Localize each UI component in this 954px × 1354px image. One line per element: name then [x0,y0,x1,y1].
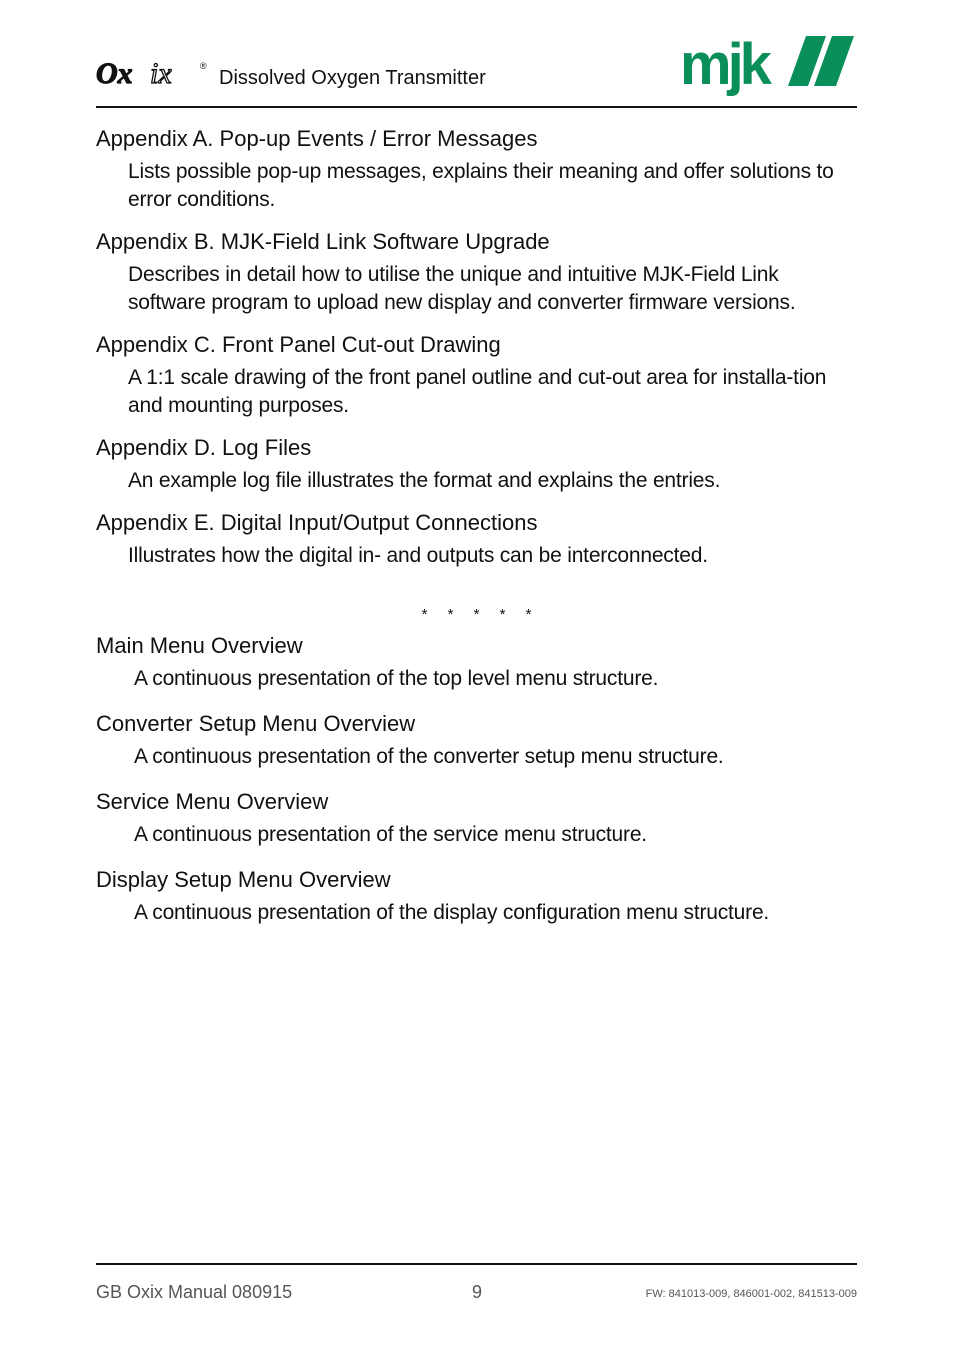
converter-setup-overview-description: A continuous presentation of the converter setup menu structure. [134,745,724,768]
page-content [96,124,857,927]
display-setup-overview [96,865,857,927]
firmware-versions: FW: 841013-009, 846001-002, 841513-009 [645,1288,857,1300]
overview-list [96,631,857,927]
appendix-e-heading: Appendix E. Digital Input/Output Connections [96,510,538,535]
appendix-b [96,227,857,317]
appendix-c [96,330,857,420]
main-menu-overview [96,631,857,693]
appendix-e-description: Illustrates how the digital in- and outputs can be interconnected. [128,544,708,567]
appendix-a [96,124,857,214]
service-menu-overview [96,787,857,849]
appendix-d [96,433,857,495]
appendix-d-heading: Appendix D. Log Files [96,435,312,460]
appendix-list [96,124,857,570]
service-menu-overview-description: A continuous presentation of the service menu structure. [134,823,647,846]
page-footer [96,1263,857,1302]
converter-setup-overview-heading: Converter Setup Menu Overview [96,711,416,736]
appendix-b-description: Describes in detail how to utilise the unique and intuitive MJK-Field Link software program to upload new display and converter firmware versions. [128,263,796,314]
oxix-logo [96,60,212,94]
appendix-a-description: Lists possible pop-up messages, explains their meaning and offer solutions to error conditions. [128,160,834,211]
appendix-b-heading: Appendix B. MJK-Field Link Software Upgrade [96,229,550,254]
mjk-logo [680,32,857,102]
converter-setup-overview [96,709,857,771]
appendix-d-description: An example log file illustrates the format and explains the entries. [128,469,721,492]
page-header [96,30,857,108]
svg-text:mjk: mjk [680,32,768,97]
product-title: Dissolved Oxygen Transmitter [219,67,486,89]
appendix-c-heading: Appendix C. Front Panel Cut-out Drawing [96,332,501,357]
display-setup-overview-description: A continuous presentation of the display configuration menu structure. [134,901,770,924]
main-menu-overview-description: A continuous presentation of the top level menu structure. [134,667,659,690]
page-number: 9 [472,1282,483,1302]
service-menu-overview-heading: Service Menu Overview [96,789,329,814]
appendix-e [96,508,857,570]
section-separator: * * * * * [421,606,540,623]
svg-text:®: ® [200,61,207,71]
appendix-c-description: A 1:1 scale drawing of the front panel outline and cut-out area for installa-tion and mounting purposes. [128,366,827,417]
display-setup-overview-heading: Display Setup Menu Overview [96,867,391,892]
document-id: GB Oxix Manual 080915 [96,1282,293,1302]
svg-text:Ox: Ox [96,60,133,90]
appendix-a-heading: Appendix A. Pop-up Events / Error Messages [96,126,538,151]
svg-text:ix: ix [150,60,172,90]
main-menu-overview-heading: Main Menu Overview [96,633,303,658]
